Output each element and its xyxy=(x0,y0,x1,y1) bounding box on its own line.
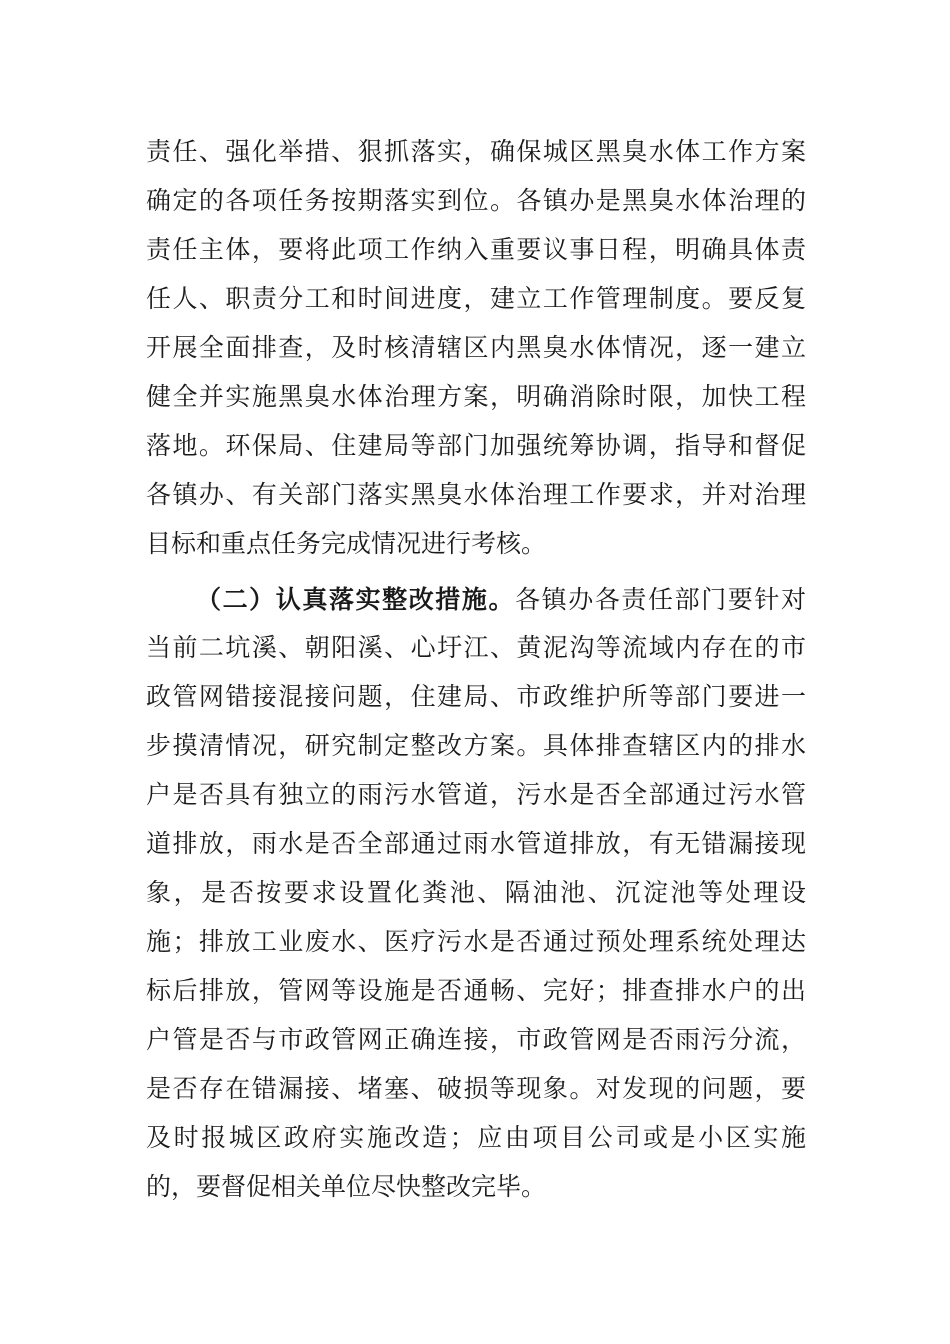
paragraph-2-line-2: 当前二坑溪、朝阳溪、心圩江、黄泥沟等流域内存在的市 xyxy=(146,633,806,662)
section-heading: （二）认真落实整改措施。 xyxy=(196,585,516,614)
paragraph-2-line-4: 步摸清情况，研究制定整改方案。具体排查辖区内的排水 xyxy=(146,731,806,760)
paragraph-1-line-3: 责任主体，要将此项工作纳入重要议事日程，明确具体责 xyxy=(146,235,806,264)
paragraph-1-line-4: 任人、职责分工和时间进度，建立工作管理制度。要反复 xyxy=(146,284,806,313)
paragraph-1-line-8: 各镇办、有关部门落实黑臭水体治理工作要求，并对治理 xyxy=(146,480,806,509)
paragraph-1-line-5: 开展全面排查，及时核清辖区内黑臭水体情况，逐一建立 xyxy=(146,333,806,362)
paragraph-1-line-9: 目标和重点任务完成情况进行考核。 xyxy=(146,529,547,558)
paragraph-2-line-12: 及时报城区政府实施改造；应由项目公司或是小区实施 xyxy=(146,1123,806,1152)
paragraph-2-line-3: 政管网错接混接问题，住建局、市政维护所等部门要进一 xyxy=(146,682,806,711)
paragraph-2-line-7: 象，是否按要求设置化粪池、隔油池、沉淀池等处理设 xyxy=(146,878,806,907)
paragraph-2-line-5: 户是否具有独立的雨污水管道，污水是否全部通过污水管 xyxy=(146,780,806,809)
paragraph-2-line-6: 道排放，雨水是否全部通过雨水管道排放，有无错漏接现 xyxy=(146,829,806,858)
paragraph-1-line-7: 落地。环保局、住建局等部门加强统筹协调，指导和督促 xyxy=(146,431,806,460)
paragraph-1-line-6: 健全并实施黑臭水体治理方案，明确消除时限，加快工程 xyxy=(146,382,806,411)
paragraph-1-line-2: 确定的各项任务按期落实到位。各镇办是黑臭水体治理的 xyxy=(146,186,806,215)
paragraph-1-line-1: 责任、强化举措、狠抓落实，确保城区黑臭水体工作方案 xyxy=(146,137,806,166)
paragraph-2-line-9: 标后排放，管网等设施是否通畅、完好；排查排水户的出 xyxy=(146,976,806,1005)
paragraph-2-first-line-text: 各镇办各责任部门要针对 xyxy=(515,585,806,614)
paragraph-2-line-11: 是否存在错漏接、堵塞、破损等现象。对发现的问题，要 xyxy=(146,1074,806,1103)
paragraph-2-line-10: 户管是否与市政管网正确连接，市政管网是否雨污分流， xyxy=(146,1025,806,1054)
paragraph-2-line-13: 的，要督促相关单位尽快整改完毕。 xyxy=(146,1172,547,1201)
paragraph-2-line-8: 施；排放工业废水、医疗污水是否通过预处理系统处理达 xyxy=(146,927,806,956)
paragraph-2-first-line xyxy=(196,580,806,620)
